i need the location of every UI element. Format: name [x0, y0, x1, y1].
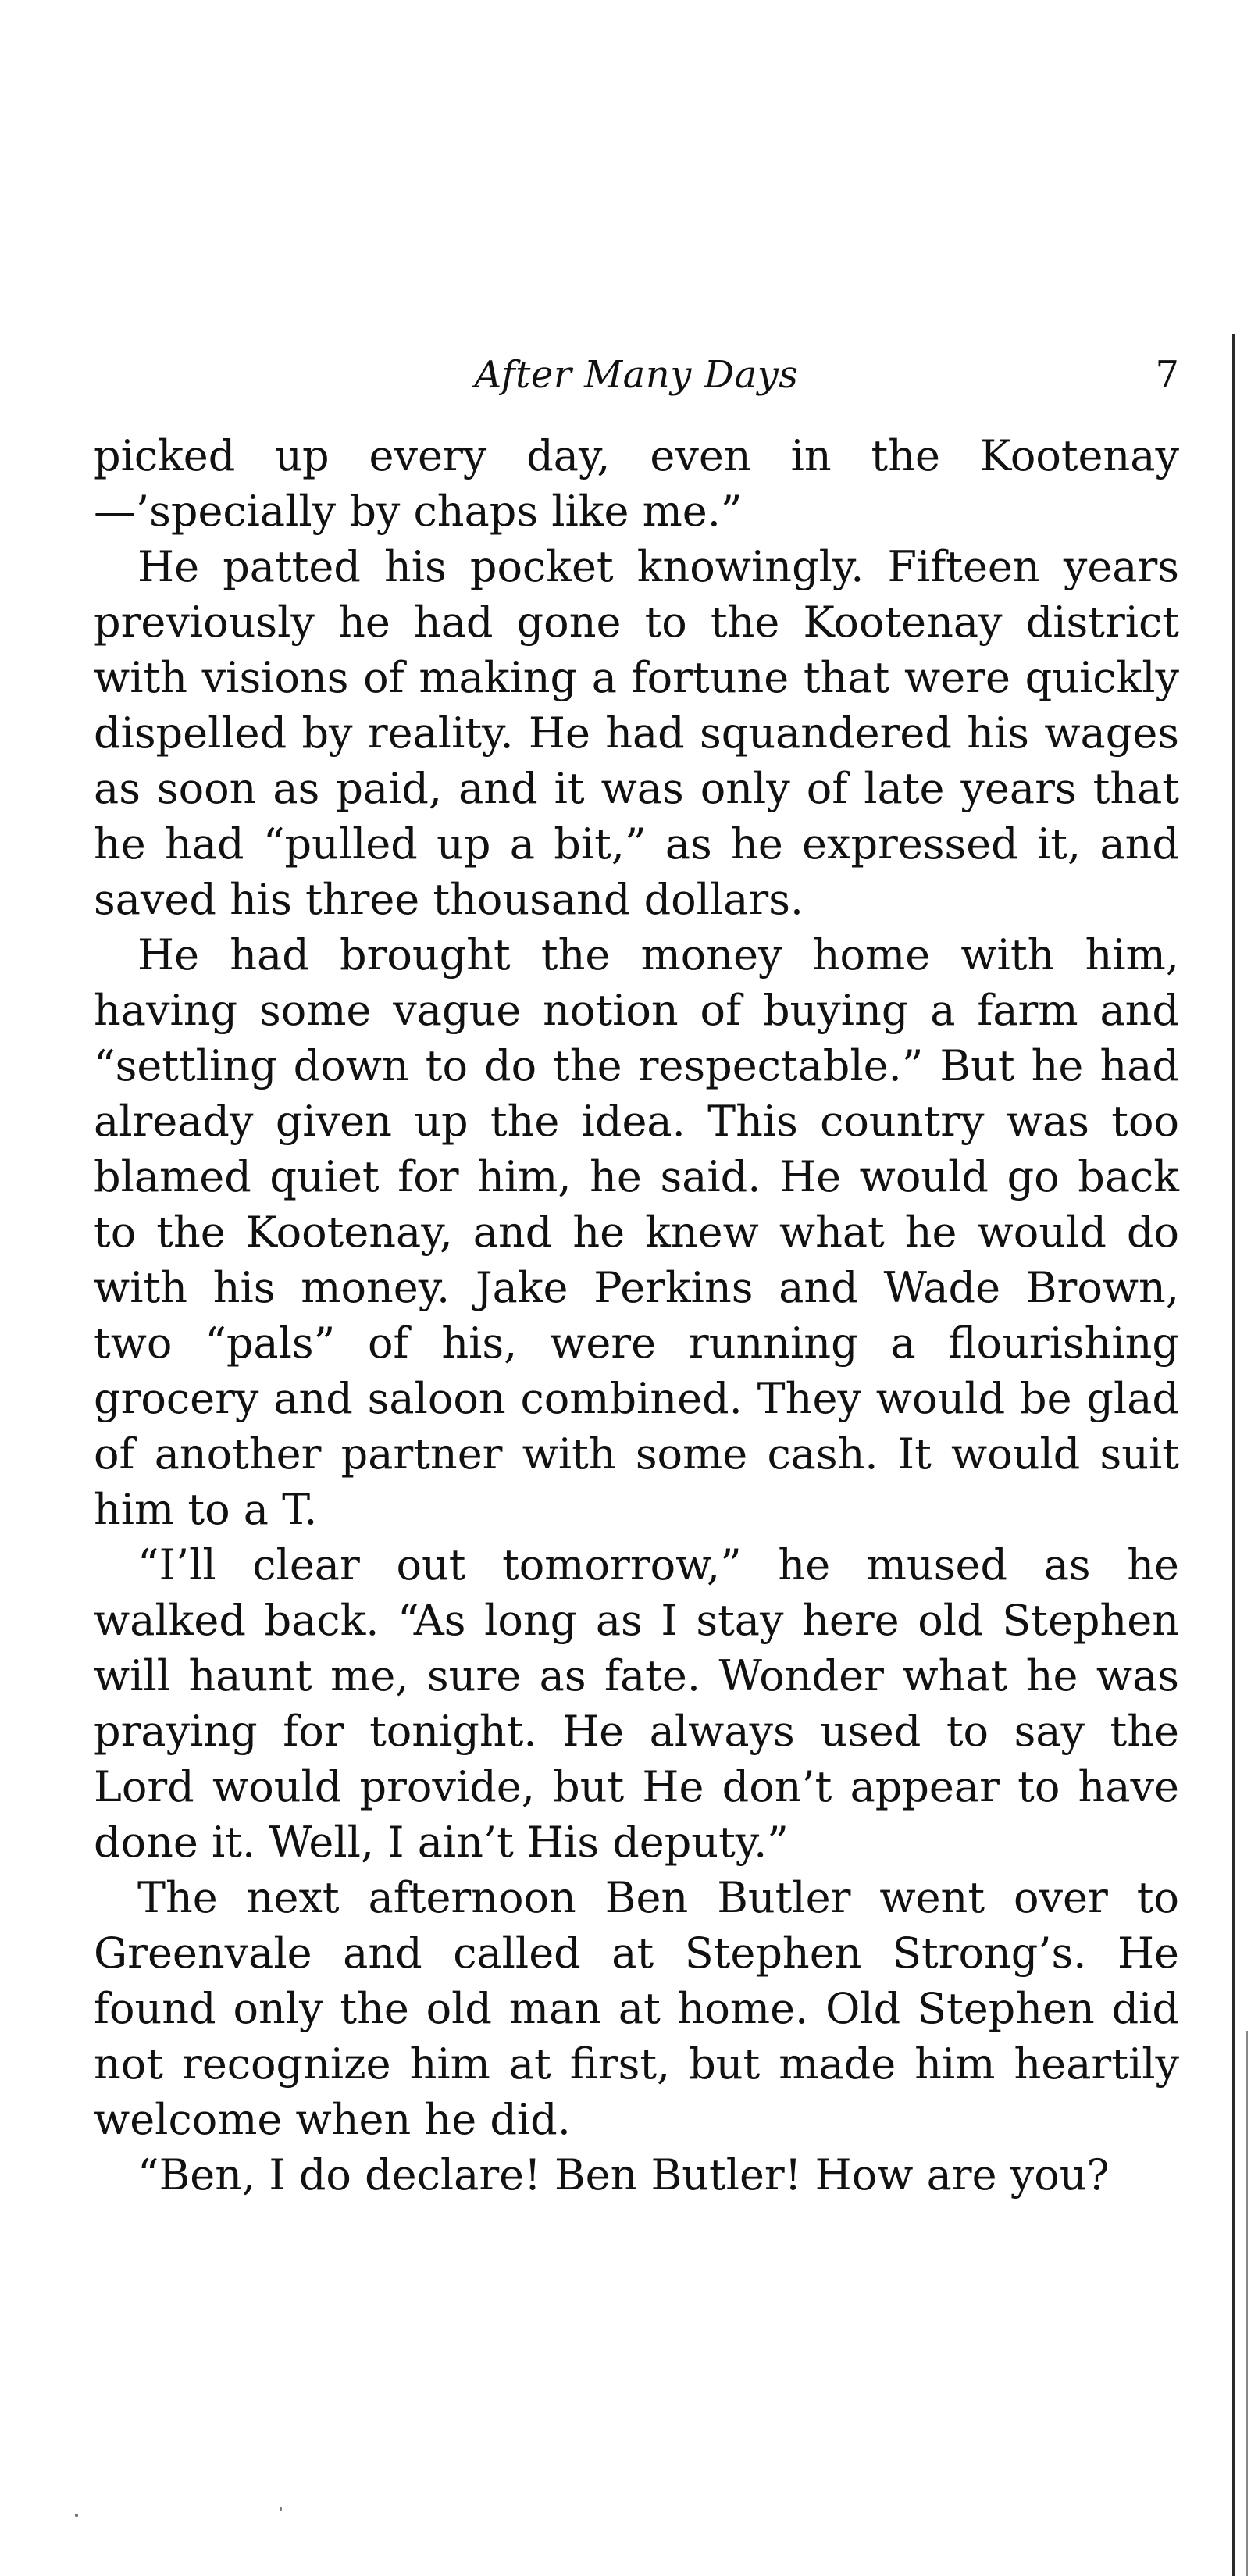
page-edge-line-secondary — [1246, 2031, 1248, 2576]
scan-speck — [75, 2514, 78, 2517]
page-edge-line — [1232, 334, 1235, 2576]
body-text — [94, 428, 1179, 2203]
paragraph: He had brought the money home with him, having some vague notion of buying a farm and “settling down to do the respectable.” But he had already given up the idea. This country was too blamed quiet for him, he said. He would go back to the Kootenay, and he knew what he would do with his money. Jake Perkins and Wade Brown, two “pals” of his, were running a flourishing grocery and saloon combined. They would be glad of another partner with some cash. It would suit him to a T. — [94, 930, 1179, 1534]
running-title: After Many Days — [474, 353, 799, 397]
scan-speck — [280, 2507, 282, 2511]
paragraph: The next afternoon Ben Butler went over to Greenvale and called at Stephen Strong’s. He found only the old man at home. Old Stephen did not recognize him at first, but made him heartily welcome when he did. — [94, 1873, 1179, 2144]
paragraph: He patted his pocket knowingly. Fifteen years previously he had gone to the Kootenay district with visions of making a fortune that were quickly dispelled by reality. He had squandered his wages as soon as paid, and it was only of late years that he had “pulled up a bit,” as he expressed it, and saved his three thousand dollars. — [94, 542, 1179, 924]
page-number: 7 — [1155, 353, 1179, 397]
paragraph: “I’ll clear out tomorrow,” he mused as he walked back. “As long as I stay here old Stephen will haunt me, sure as fate. Wonder what he was praying for tonight. He always used to say the Lord would provide, but He don’t appear to have done it. Well, I ain’t His deputy.” — [94, 1540, 1179, 1867]
paragraph-continued: picked up every day, even in the Kootenay—’specially by chaps like me.” — [94, 431, 1179, 536]
running-head — [94, 350, 1179, 405]
paragraph: “Ben, I do declare! Ben Butler! How are you? — [137, 2150, 1110, 2200]
